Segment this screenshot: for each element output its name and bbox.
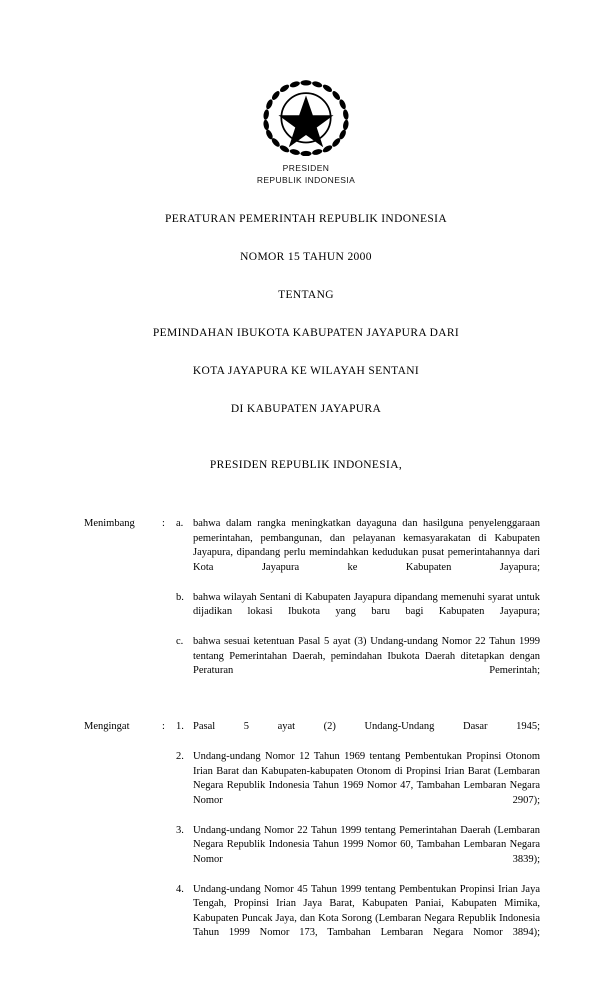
clause-colon: : bbox=[162, 721, 165, 732]
clause-menimbang bbox=[84, 517, 540, 694]
regulation-number: NOMOR 15 TAHUN 2000 bbox=[240, 251, 372, 263]
document-title-block bbox=[0, 212, 612, 417]
item-marker: 3. bbox=[176, 824, 184, 836]
item-marker: c. bbox=[176, 636, 184, 647]
item-text: Pasal 5 ayat (2) Undang-Undang Dasar 1945; bbox=[193, 721, 540, 732]
emblem-block bbox=[0, 78, 612, 186]
list-item bbox=[176, 824, 540, 882]
item-marker: 1. bbox=[176, 721, 184, 732]
item-marker: 4. bbox=[176, 883, 184, 895]
clause-label: Mengingat bbox=[84, 721, 130, 732]
list-item bbox=[176, 517, 540, 590]
page-title: PERATURAN PEMERINTAH REPUBLIK INDONESIA bbox=[164, 213, 448, 225]
item-text: bahwa dalam rangka meningkatkan dayaguna dan hasilguna penyelenggaraan pemerintahan, pembangunan, dan pelayanan kemasyarakatan di Kabupaten Jayapura, dipandang perlu memindahkan kedudukan pusat pemerintahannya dari Kota Jayapura ke Kabupaten Jayapura; bbox=[193, 518, 540, 573]
emblem-caption-line-1: PRESIDEN bbox=[282, 163, 330, 173]
item-text: Undang-undang Nomor 22 Tahun 1999 tentang Pemerintahan Daerah (Lembaran Negara Republik Indonesia Tahun 1999 Nomor 60, Tambahan Lembaran Negara Nomor 3839); bbox=[193, 824, 540, 865]
list-item bbox=[176, 720, 540, 749]
item-text: Undang-undang Nomor 12 Tahun 1969 tentang Pembentukan Propinsi Otonom Irian Barat dan Kabupaten-kabupaten Otonom di Propinsi Irian Barat (Lembaran Negara Republik Indonesia Tahun 1969 Nomor 47, Tambahan Lembaran Negara Nomor 2907); bbox=[193, 751, 540, 806]
list-item bbox=[176, 883, 540, 956]
clause-label: Menimbang bbox=[84, 518, 135, 529]
clauses-section bbox=[0, 517, 612, 956]
issuing-authority: PRESIDEN REPUBLIK INDONESIA, bbox=[209, 459, 403, 471]
item-marker: a. bbox=[176, 518, 184, 529]
emblem-caption bbox=[0, 162, 612, 186]
emblem-caption-line-2: REPUBLIK INDONESIA bbox=[256, 175, 356, 185]
item-text: bahwa wilayah Sentani di Kabupaten Jayapura dipandang memenuhi syarat untuk dijadikan lokasi Ibukota yang baru bagi Kabupaten Jayapura; bbox=[193, 591, 540, 617]
item-marker: 2. bbox=[176, 751, 184, 762]
clause-colon: : bbox=[162, 518, 165, 529]
clause-items bbox=[176, 517, 540, 694]
list-item bbox=[176, 635, 540, 693]
subject-line-2: KOTA JAYAPURA KE WILAYAH SENTANI bbox=[192, 365, 420, 377]
garuda-star-emblem bbox=[258, 78, 354, 156]
subject-line-1: PEMINDAHAN IBUKOTA KABUPATEN JAYAPURA DARI bbox=[152, 327, 460, 339]
item-marker: b. bbox=[176, 591, 184, 603]
item-text: Undang-undang Nomor 45 Tahun 1999 tentang Pembentukan Propinsi Irian Jaya Tengah, Propinsi Irian Jaya Barat, Kabupaten Paniai, Kabupaten Mimika, Kabupaten Puncak Jaya, dan Kota Sorong (Lembaran Negara Republik Indonesia Tahun 1999 Nomor 173, Tambahan Lembaran Negara Nomor 3894); bbox=[193, 883, 540, 938]
subject-line-3: DI KABUPATEN JAYAPURA bbox=[230, 403, 382, 415]
list-item bbox=[176, 750, 540, 823]
about-label: TENTANG bbox=[278, 289, 334, 301]
list-item bbox=[176, 591, 540, 635]
item-text: bahwa sesuai ketentuan Pasal 5 ayat (3) Undang-undang Nomor 22 Tahun 1999 tentang Pemerintahan Daerah, pemindahan Ibukota Daerah ditetapkan dengan Peraturan Pemerintah; bbox=[193, 636, 540, 676]
clause-items bbox=[176, 720, 540, 956]
clause-mengingat bbox=[84, 720, 540, 956]
